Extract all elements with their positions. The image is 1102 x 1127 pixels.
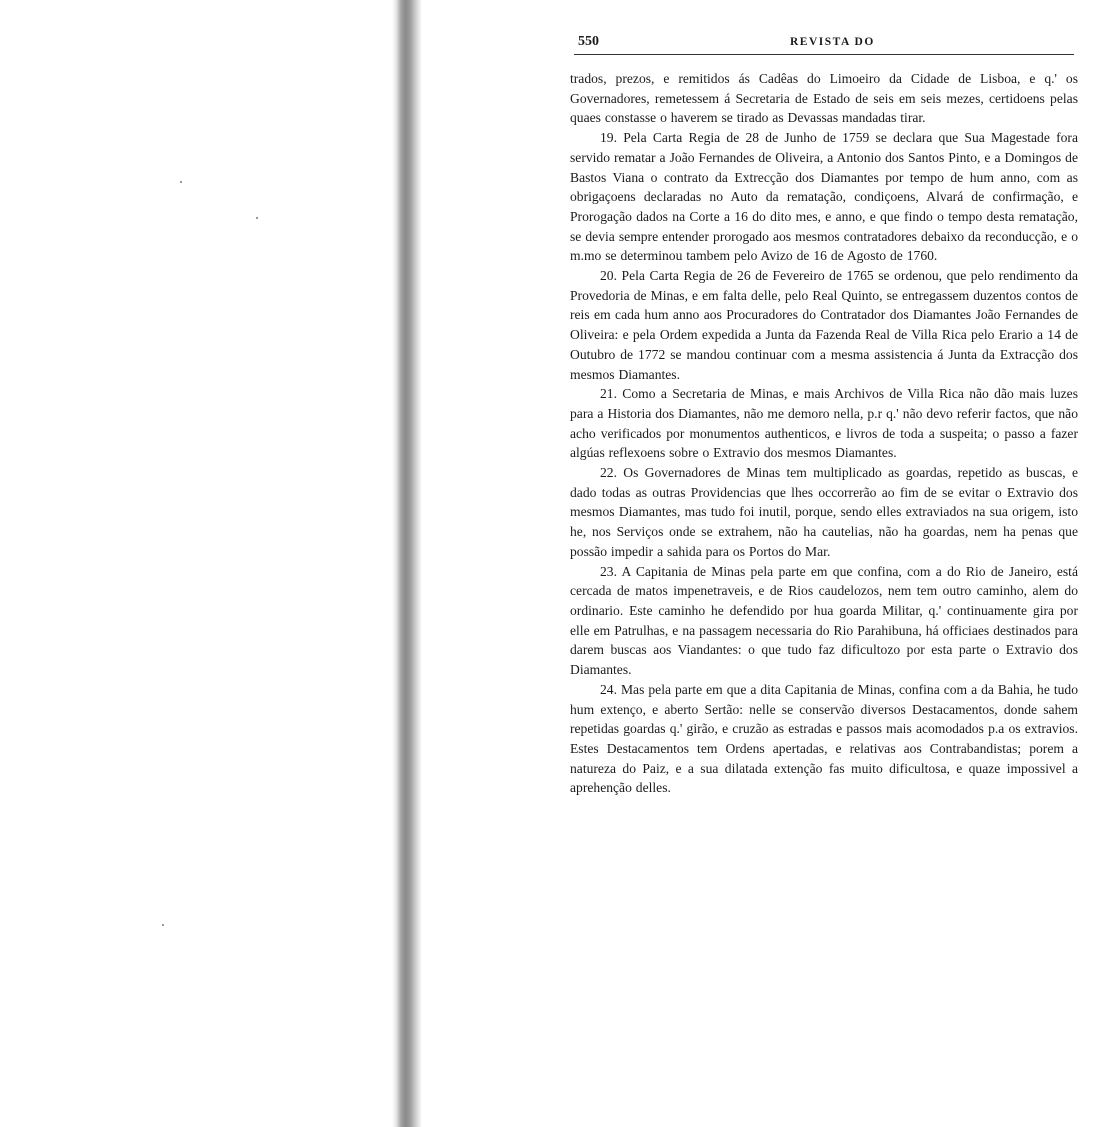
page-number: 550 [578, 34, 599, 49]
paragraph-23: 23. A Capitania de Minas pela parte em que confina, com a do Rio de Janeiro, está cercada de matos impenetraveis, e de Rios caudelozos, nem tem outro caminho, alem do ordinario. Este caminho he defendido por hua goarda Militar, q.' continuamente gira por elle em Patrulhas, e na passagem necessaria do Rio Parahibuna, há officiaes destinados para darem buscas aos Viandantes: o que tudo faz dificultozo por esta parte o Extravio dos Diamantes. [570, 563, 1078, 678]
scan-speck [256, 217, 258, 219]
paragraph-21: 21. Como a Secretaria de Minas, e mais Archivos de Villa Rica não dão mais luzes para a Historia dos Diamantes, não me demoro nella, p.r q.' não devo referir factos, que não acho verificados por monumentos authenticos, e livros de toda a suspeita; o passo a fazer algúas reflexoens sobre o Extravio dos mesmos Diamantes. [570, 386, 1078, 461]
scan-speck [180, 181, 182, 183]
running-title: REVISTA DO [790, 36, 875, 48]
paragraph-22: 22. Os Governadores de Minas tem multiplicado as goardas, repetido as buscas, e dado todas as outras Providencias que lhes occorrerão ao fim de se evitar o Extravio dos mesmos Diamantes, mas tudo foi inutil, porque, sendo elles extraviados na sua origem, isto he, nos Serviços onde se extrahem, não ha cautelias, não ha goardas, nem ha penas que possão impedir a sahida para os Portos do Mar. [570, 465, 1078, 559]
paragraph-19: 19. Pela Carta Regia de 28 de Junho de 1759 se declara que Sua Magestade fora servido rematar a João Fernandes de Oliveira, a Antonio dos Santos Pinto, e a Domingos de Bastos Viana o contrato da Extrecção dos Diamantes por tempo de hum anno, com as obrigaçoens declaradas no Auto da rematação, condiçoens, Alvará de confirmação, e Prorogação dados na Corte a 16 do dito mes, e anno, e que findo o tempo desta rematação, se devia sempre entender prorogado aos mesmos contratadores debaixo da reconducção, e o m.mo se determinou tambem pelo Avizo de 16 de Agosto de 1760. [570, 130, 1078, 264]
binding-gutter-shadow [392, 0, 422, 1127]
paragraph-20: 20. Pela Carta Regia de 26 de Fevereiro de 1765 se ordenou, que pelo rendimento da Provedoria de Minas, e em falta delle, pelo Real Quinto, se entregassem duzentos contos de reis em cada hum anno aos Procuradores do Contratador dos Diamantes João Fernandes de Oliveira: e pela Ordem expedida a Junta da Fazenda Real de Villa Rica pelo Erario a 14 de Outubro de 1772 se mandou continuar com a mesma assistencia á Junta da Extracção dos mesmos Diamantes. [570, 268, 1078, 382]
body-text [570, 69, 1078, 798]
header-rule [574, 54, 1074, 55]
running-header [570, 30, 1078, 52]
scan-speck [162, 924, 164, 926]
paragraph-continuation: trados, prezos, e remitidos ás Cadêas do Limoeiro da Cidade de Lisboa, e q.' os Governadores, remetessem á Secretaria de Estado de seis em seis mezes, certidoens pelas quaes constasse o haverem se tirado as Devassas mandadas tirar. [570, 71, 1078, 126]
paragraph-24: 24. Mas pela parte em que a dita Capitania de Minas, confina com a da Bahia, he tudo hum extenço, e aberto Sertão: nelle se conservão diversos Destacamentos, donde sahem repetidas goardas q.' girão, e cruzão as estradas e passos mais acomodados p.a os extravios. Estes Destacamentos tem Ordens apertadas, e relativas aos Contrabandistas; porem a natureza do Paiz, e a sua dilatada extenção fas muito dificultosa, e quaze impossivel a aprehenção delles. [570, 681, 1078, 796]
book-page [570, 30, 1078, 798]
